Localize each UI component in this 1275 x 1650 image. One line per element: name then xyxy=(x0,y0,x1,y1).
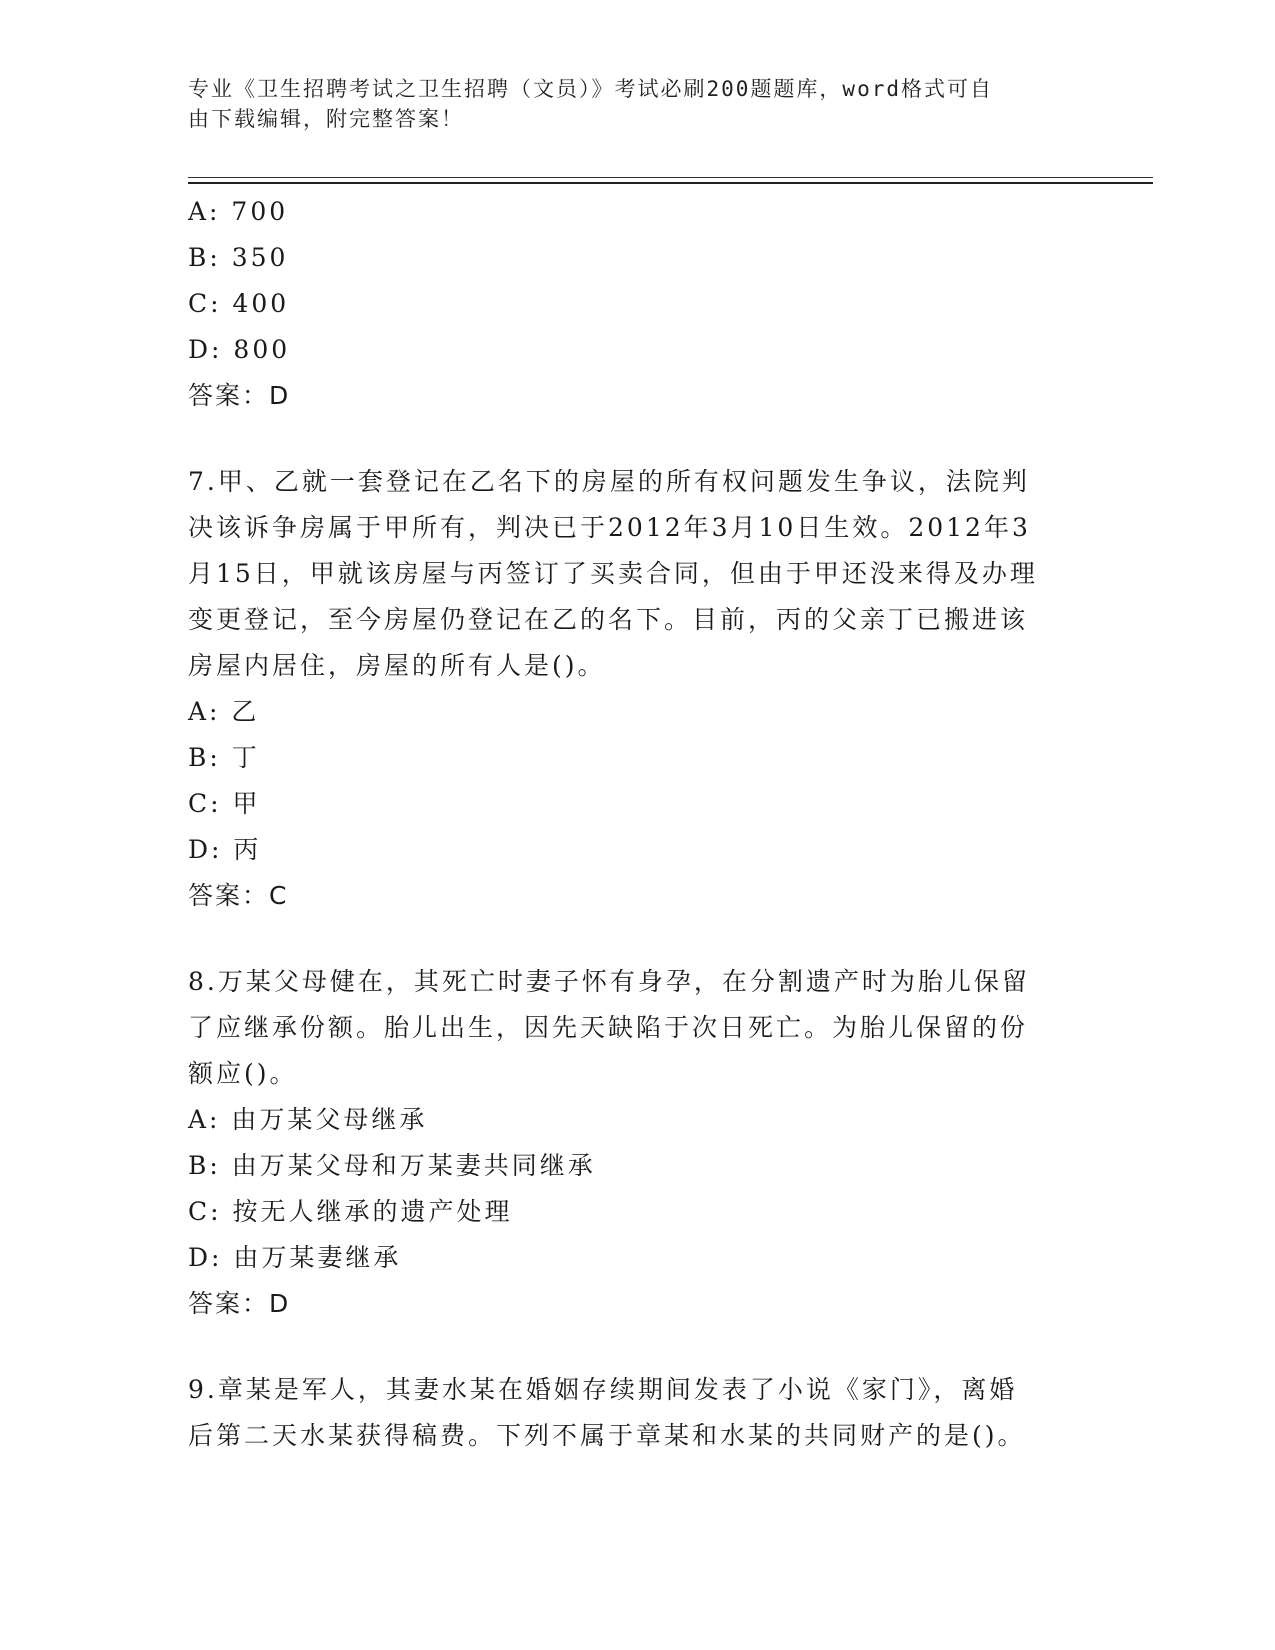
question-9 xyxy=(188,1367,1068,1459)
option-d: D: 丙 xyxy=(188,835,262,864)
option-c: C: 按无人继承的遗产处理 xyxy=(188,1197,513,1226)
option-a: A: 乙 xyxy=(188,697,260,726)
spacer xyxy=(188,419,1068,459)
answer-line: 答案：C xyxy=(188,881,289,910)
answer-line: 答案：D xyxy=(188,381,291,410)
header-line-1: 专业《卫生招聘考试之卫生招聘（文员）》考试必刷200题题库，word格式可自 xyxy=(188,77,993,101)
question-6 xyxy=(188,189,1068,419)
option-c: C: 甲 xyxy=(188,789,261,818)
option-a: A: 700 xyxy=(188,197,289,226)
option-d: D: 由万某妻继承 xyxy=(188,1243,402,1272)
option-b: B: 350 xyxy=(188,243,289,272)
question-stem-line: 了应继承份额。胎儿出生，因先天缺陷于次日死亡。为胎儿保留的份 xyxy=(188,1013,1029,1042)
header-line-2: 由下载编辑，附完整答案！ xyxy=(188,107,464,131)
option-b: B: 丁 xyxy=(188,743,260,772)
header-divider-thin xyxy=(188,177,1153,178)
spacer xyxy=(188,919,1068,959)
question-stem-line: 决该诉争房属于甲所有，判决已于2012年3月10日生效。2012年3 xyxy=(188,513,1031,542)
document-body xyxy=(188,189,1068,1459)
header-divider-thick xyxy=(188,182,1153,184)
question-stem-line: 变更登记，至今房屋仍登记在乙的名下。目前，丙的父亲丁已搬进该 xyxy=(188,605,1029,634)
question-stem-line: 房屋内居住，房屋的所有人是()。 xyxy=(188,651,606,680)
answer-line: 答案：D xyxy=(188,1289,291,1318)
spacer xyxy=(188,1327,1068,1367)
question-8 xyxy=(188,959,1068,1327)
question-stem-line: 额应()。 xyxy=(188,1059,298,1088)
question-stem-line: 后第二天水某获得稿费。下列不属于章某和水某的共同财产的是()。 xyxy=(188,1421,1026,1450)
option-d: D: 800 xyxy=(188,335,291,364)
question-stem-line: 8.万某父母健在，其死亡时妻子怀有身孕，在分割遗产时为胎儿保留 xyxy=(188,967,1030,996)
option-c: C: 400 xyxy=(188,289,290,318)
question-7 xyxy=(188,459,1068,919)
option-b: B: 由万某父母和万某妻共同继承 xyxy=(188,1151,596,1180)
document-header xyxy=(188,74,1068,134)
option-a: A: 由万某父母继承 xyxy=(188,1105,428,1134)
question-stem-line: 月15日，甲就该房屋与丙签订了买卖合同，但由于甲还没来得及办理 xyxy=(188,559,1038,588)
question-stem-line: 7.甲、乙就一套登记在乙名下的房屋的所有权问题发生争议，法院判 xyxy=(188,467,1030,496)
question-stem-line: 9.章某是军人，其妻水某在婚姻存续期间发表了小说《家门》，离婚 xyxy=(188,1375,1018,1404)
